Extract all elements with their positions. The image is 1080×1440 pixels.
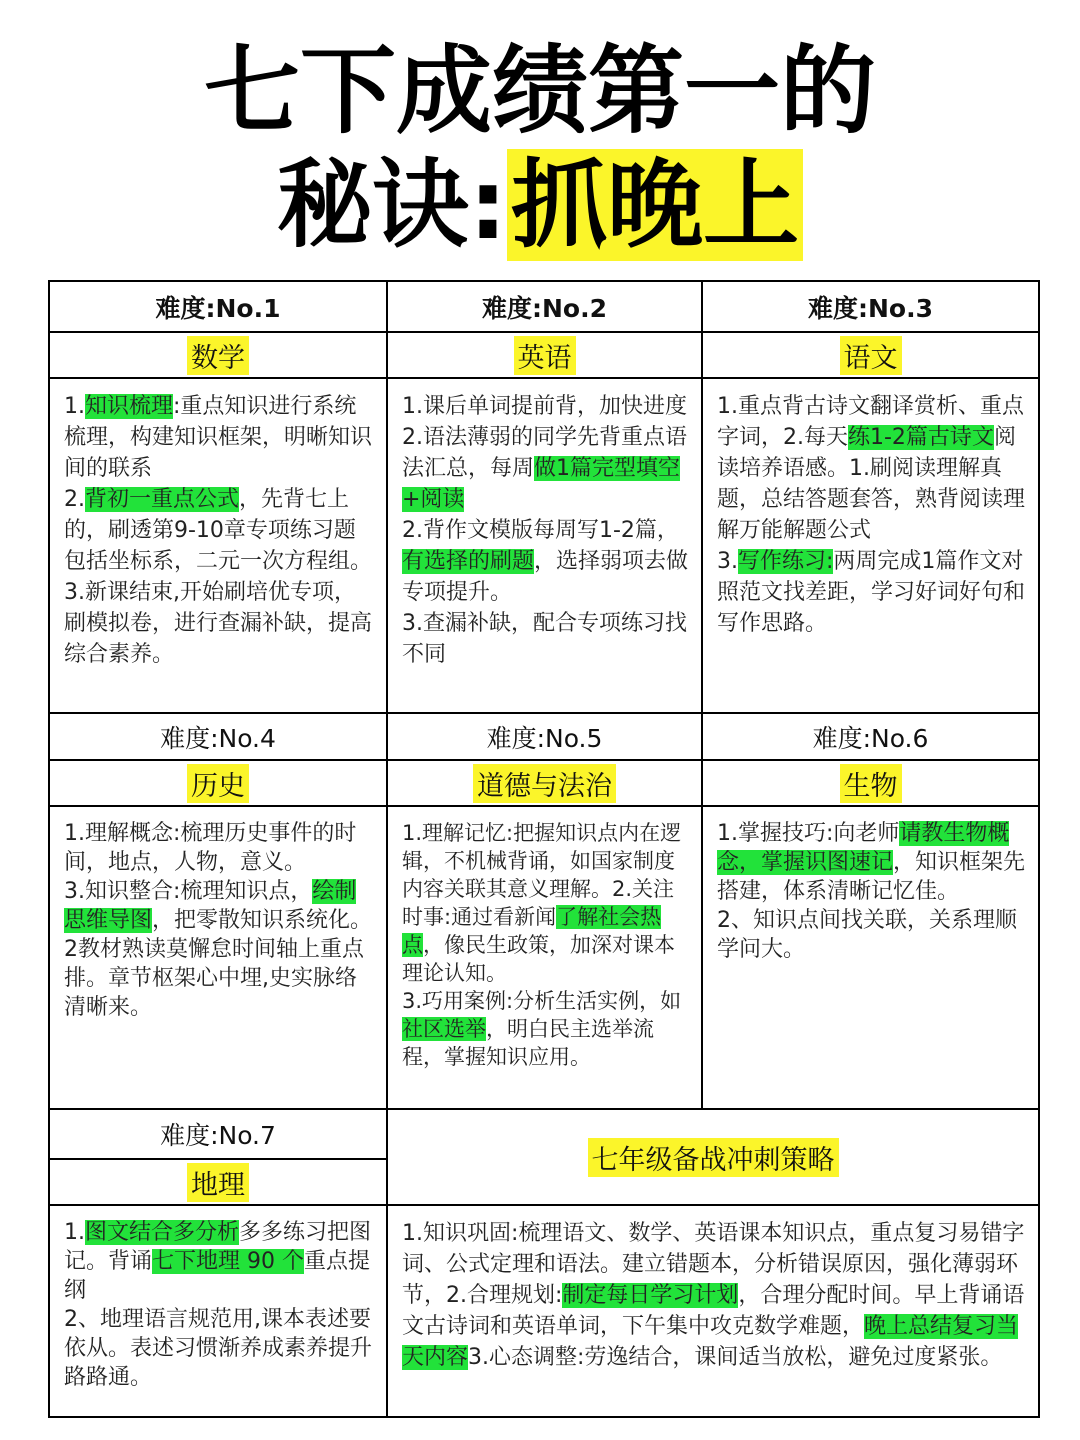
subject-morality-law: 道德与法治 <box>388 761 701 805</box>
subject-english: 英语 <box>388 333 701 377</box>
english-tips: 1.课后单词提前背，加快进度2.语法薄弱的同学先背重点语法汇总，每周做1篇完型填空+阅读 2.背作文模版每周写1-2篇，有选择的刷题，选择弱项去做专项提升。 3.查漏补缺，配合专项练习找不同 <box>402 394 689 667</box>
page-title-line1: 七下成绩第一的 <box>204 35 876 147</box>
subject-history: 历史 <box>50 761 386 805</box>
title-highlight: 抓晚上 <box>507 149 803 261</box>
biology-tips: 1.掌握技巧:向老师请教生物概念，掌握识图速记，知识框架先搭建，体系清晰记忆佳。 2、知识点间找关联，关系理顺学问大。 <box>717 821 1026 962</box>
difficulty-header-5: 难度:No.5 <box>486 723 603 753</box>
subject-biology: 生物 <box>703 761 1038 805</box>
difficulty-header-1: 难度:No.1 <box>155 293 281 323</box>
title-prefix: 秘诀: <box>276 149 508 261</box>
history-tips: 1.理解概念:梳理历史事件的时间，地点，人物，意义。 3.知识整合:梳理知识点，绘制思维导图，把零散知识系统化。 2教材熟读莫懈怠时间轴上重点排。章节枢架心中埋,史实脉络清晰来。 <box>64 821 373 1020</box>
difficulty-header-4: 难度:No.4 <box>160 723 276 753</box>
subject-math: 数学 <box>50 333 386 377</box>
chinese-tips: 1.重点背古诗文翻译赏析、重点字词，2.每天练1-2篇古诗文阅读培养语感。1.刷阅读理解真题，总结答题套答，熟背阅读理解万能解题公式 3.写作练习:两周完成1篇作文对照范文找差距，学习好词好句和写作思路。 <box>717 394 1026 636</box>
difficulty-header-2: 难度:No.2 <box>482 293 607 323</box>
morality-law-tips: 1.理解记忆:把握知识点内在逻辑，不机械背诵，如国家制度内容关联其意义理解。2.关注时事:通过看新闻了解社会热点，像民生政策，加深对课本理论认知。 3.巧用案例:分析生活实例，如社区选举，明白民主选举流程，掌握知识应用。 <box>402 821 682 1069</box>
difficulty-header-3: 难度:No.3 <box>808 293 933 323</box>
subject-geography: 地理 <box>50 1160 386 1204</box>
subject-chinese: 语文 <box>703 333 1038 377</box>
strategy-tips: 1.知识巩固:梳理语文、数学、英语课本知识点，重点复习易错字词、公式定理和语法。建立错题本，分析错误原因，强化薄弱环节，2.合理规划:制定每日学习计划，合理分配时间。早上背诵语文古诗词和英语单词，下午集中攻克数学难题，晚上总结复习当天内容3.心态调整:劳逸结合，课间适当放松，避免过度紧张。 <box>402 1221 1025 1370</box>
difficulty-header-7: 难度:No.7 <box>160 1121 276 1150</box>
difficulty-header-6: 难度:No.6 <box>812 723 929 753</box>
geography-tips: 1.图文结合多分析多多练习把图记。背诵七下地理 90 个重点提纲 2、地理语言规范用,课本表述要依从。表述习惯渐养成素养提升路路通。 <box>64 1220 373 1390</box>
strategy-title: 七年级备战冲刺策略 <box>388 1110 1038 1204</box>
math-tips: 1.知识梳理:重点知识进行系统梳理，构建知识框架，明晰知识间的联系 2.背初一重点公式，先背七上的，刷透第9-10章专项练习题包括坐标系，二元一次方程组。3.新课结束,开始刷培优专项，刷模拟卷，进行查漏补缺，提高综合素养。 <box>64 394 373 667</box>
page-title-line2 <box>0 150 1080 260</box>
study-strategy-table <box>48 280 1040 1418</box>
